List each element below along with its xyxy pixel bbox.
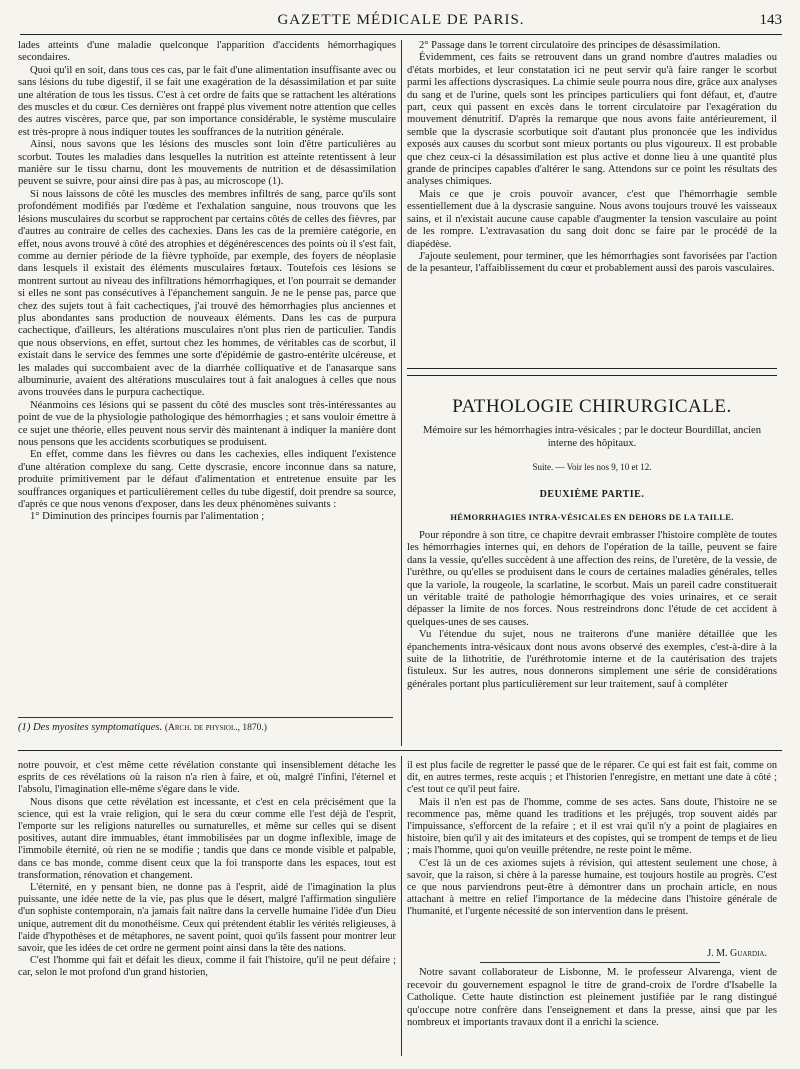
part-heading: DEUXIÈME PARTIE. [539, 489, 645, 500]
paragraph: L'éternité, en y pensant bien, ne donne pas à l'esprit, aidé de l'imagination la plus puissante, une idée nette de la vie, pas plus que le désert, malgré l'affirmation singulière d'un sophiste contemporain, n'a jamais fait naître dans la cervelle humaine l'idée d'un Dieu unique, autrement dit du monothéisme. Ceux qui prétendent établir les vérités religieuses, à l'aide d'hypothèses et de métaphores, ne savent point, quoi qu'ils fassent pour montrer leur savoir, que les idées de cet ordre ne germent point ainsi dans la tête des nations. [18, 882, 396, 955]
section-title: PATHOLOGIE CHIRURGICALE. [452, 396, 732, 417]
footnote-rule [18, 717, 393, 718]
footnote-source: (Arch. de physiol., 1870.) [164, 723, 267, 733]
paragraph: Pour répondre à son titre, ce chapitre devrait embrasser l'histoire complète de toutes les hémorrhagies internes qui, en dehors de l'opération de la taille, peuvent se faire dans la vessie, qu'elles succèdent à une affection des reins, de l'uretère, de la vessie, de l'urèthre, ou qu'elles se produisent dans le cours de certaines maladies générales, telles que la variole, la rougeole, la scarlatine, le scorbut. Mais un pareil cadre constituerait un véritable traité de pathologie hémorrhagique des voies urinaires, et ce serait dépasser la limite de nos forces. Nous restreindrons donc l'étude de cet accident à quelques-unes de ses causes. [407, 530, 777, 628]
signature-rule [480, 962, 720, 963]
news-item [407, 967, 777, 1061]
footnote [18, 722, 396, 733]
paragraph: Vu l'étendue du sujet, nous ne traiterons d'une manière détaillée que les épanchements intra-vésicaux dont nous avons observé des exemples, c'est-à-dire à la suite de la lithotritie, de l'uréthrotomie interne et de la cautérisation des trajets fistuleux. Sur les autres, nous donnerons simplement une série de considérations générales portant plus particulièrement sur leur traitement, sauf à compléter [407, 629, 777, 690]
column-right-bottom [407, 760, 777, 952]
paragraph: Notre savant collaborateur de Lisbonne, M. le professeur Alvarenga, vient de recevoir du gouvernement espagnol le titre de grand-croix de l'ordre d'Isabelle la Catholique. Cette haute distinction est pleinement justifiée par le rang distingué qu'occupe notre confrère dans l'enseignement et dans la presse, ainsi que par les nombreux et importants travaux dont il a enrichi la science. [407, 967, 777, 1029]
paragraph: Quoi qu'il en soit, dans tous ces cas, par le fait d'une alimentation insuffisante avec ou sans lésions du tube digestif, il se fait une exagération de la désassimilation et par suite une altération de tous les tissus. C'est à cet ordre de faits que se rattachent les altérations des muscles et du cœur. Ces dernières ont frappé plus vivement notre attention que celles des autres viscères, parce que, par son importance considérable, le système musculaire est très-propre à nous indiquer toutes les souffrances de la nutrition générale. [18, 64, 396, 138]
paragraph: Si nous laissons de côté les muscles des membres infiltrés de sang, parce qu'ils sont profondément modifiés par l'œdème et l'exhalation sanguine, nous trouvons que les lésions musculaires du scorbut se rapprochent par certains côtés de celles des fièvres, par d'autres au contraire de celles des cachexies. Dans les cas de la première catégorie, en effet, nous avons trouvé à côté des atrophies et dégénérescences des points où il s'est fait, comme au dernier période de la fièvre typhoïde, par exemple, des foyers de néoplasie dans lesquels il existait des éléments musculaires fœtaux. Toutefois ces lésions se montrent surtout au niveau des infiltrations hémorrhagiques, et l'on pourrait se demander si elles ne sont pas consécutives à l'épanchement sanguin. Je ne le pense pas, parce que chez des sujets tout à fait cachectiques, j'ai trouvé des hémorrhagies plus anciennes et plus abondantes sans production de nouveaux éléments. Dans les cas de purpura cachectique, d'ailleurs, les altérations musculaires n'ont plus rien de particulier. Tandis que nous observions, en effet, surtout chez les hommes, de véritables cas de scorbut, il existait dans le service des femmes une sorte d'épidémie de gastro-entérite ulcéreuse, et les malades qui succombaient avec de la diarrhée colliquative et de l'anasarque sans albuminurie, avaient des altérations musculaires tout à fait analogues à celles que nous avons trouvées dans le purpura cachectique. [18, 188, 396, 399]
footnote-text: (1) Des myosites symptomatiques. [18, 722, 163, 733]
article-heading: Mémoire sur les hémorrhagies intra-vésicales ; par le docteur Bourdillat, ancien interne des hôpitaux. [423, 425, 761, 449]
paragraph: C'est là un de ces axiomes sujets à révision, qui attestent seulement une chose, à savoir, que la raison, si chère à la paresse humaine, est toujours hostile au progrès. C'est ce que nous parviendrons peut-être à démontrer dans un prochain article, en nous attachant à mettre en relief l'importance de la médecine dans l'histoire générale de l'humanité, et l'urgente nécessité de son intervention dans le présent. [407, 857, 777, 918]
paragraph: J'ajoute seulement, pour terminer, que les hémorrhagies sont favorisées par l'action de la pesanteur, l'affaiblissement du cœur et probablement aussi des parois vasculaires. [407, 250, 777, 275]
journal-title: GAZETTE MÉDICALE DE PARIS. [277, 12, 525, 28]
section-rule [407, 368, 777, 376]
paragraph: Nous disons que cette révélation est incessante, et c'est en cela précisément que la science, qui est la vraie religion, qui le sera du cœur comme elle l'est déjà de l'esprit, l'emporte sur les religions naturelles ou surnaturelles, et même sur celles qui se disent positives, autant dire immuables, étant immobilisées par un dogme inflexible, image de l'immobile éternité, où rien ne se modifie ; tandis que dans ce monde visible et palpable, dans ce bas monde, comme disent ceux que la foi transporte dans les espaces, tout est transformation, rénovation et changement. [18, 796, 396, 881]
paragraph: C'est l'homme qui fait et défait les dieux, comme il fait l'histoire, qu'il ne peut défaire ; car, selon le mot profond d'un grand historien, [18, 955, 396, 979]
paragraph: Mais il n'en est pas de l'homme, comme de ses actes. Sans doute, l'histoire ne se recommence pas, même quand les traditions et les préjugés, trop souvent aidés par l'impuissance, s'efforcent de la refaire ; et il est vrai qu'il n'y a point de plagiaires en histoire, bien qu'il y ait des imitateurs et des copistes, qui se trompent de temps et de lieu ; mais l'homme, quoi qu'on veuille prétendre, ne reste point le même. [407, 796, 777, 857]
column-right-article [407, 530, 777, 746]
column-left-bottom [18, 760, 396, 1060]
paragraph: 1° Diminution des principes fournis par l'alimentation ; [30, 511, 265, 523]
paragraph: Néanmoins ces lésions qui se passent du côté des muscles sont très-intéressantes au point de vue de la physiologie pathologique des hémorrhagies ; et sans vouloir émettre à ce sujet une théorie, elles peuvent nous servir dès maintenant à indiquer la manière dont nous pensons que les accidents scorbutiques se produisent. [18, 399, 396, 448]
column-divider [401, 40, 402, 746]
subpart-heading: HÉMORRHAGIES INTRA-VÉSICALES EN DEHORS DE LA TAILLE. [450, 512, 734, 522]
page-header [20, 12, 782, 35]
column-right-top [407, 40, 777, 360]
column-left-top [18, 40, 396, 706]
page-rule [18, 750, 782, 751]
paragraph: lades atteints d'une maladie quelconque l'apparition d'accidents hémorrhagiques secondaires. [18, 40, 396, 64]
paragraph: En effet, comme dans les fièvres ou dans les cachexies, elles indiquent l'existence d'une altération complexe du sang. Cette dyscrasie, encore inconnue dans sa nature, produite primitivement par le défaut d'alimentation et entretenue ensuite par les souffrances organiques et particulièrement celles du tube digestif, doit prendre sa source, d'après ce que nous venons d'exposer, dans les deux phénomènes suivants : [18, 449, 396, 511]
continuation-note: Suite. — Voir les nos 9, 10 et 12. [532, 462, 652, 472]
page-number: 143 [759, 12, 782, 28]
author-signature: J. M. Guardia. [707, 948, 767, 959]
column-divider [401, 756, 402, 1056]
paragraph: il est plus facile de regretter le passé que de le réparer. Ce qui est fait est fait, comme on dit, en autres termes, reste acquis ; et l'historien l'enregistre, en mettant une date à côté ; c'est tout ce qu'il peut faire. [407, 760, 777, 796]
paragraph: Ainsi, nous savons que les lésions des muscles sont loin d'être particulières au scorbut. Toutes les maladies dans lesquelles la nutrition est atteinte retentissent à leur manière sur le tissu charnu, dont les mouvements de nutrition et de désassimilation peuvent se suivre, pour ainsi dire pas à pas, au microscope (1). [18, 139, 396, 188]
paragraph: Évidemment, ces faits se retrouvent dans un grand nombre d'autres maladies ou d'états morbides, et leur constatation ici ne peut servir qu'à faire ranger le scorbut parmi les affections dyscrasiques. La chimie seule pourra nous dire, grâce aux analyses du sang et de l'urine, quels sont les principes particuliers qui font défaut, et, d'autre part, ceux qui passent en excès dans le torrent circulatoire par l'exagération du mouvement dénutritif. D'après la remarque que nous avons faite antérieurement, il semble que la dyscrasie scorbutique soit d'autant plus prononcée que les individus exposés aux causes du scorbut sont mieux portants ou plus vigoureux. Il est probable que chez ceux-ci la désassimilation est plus active et donne lieu à une quantité plus grande de principes capables d'altérer le sang. Attendons sur ce point les résultats des analyses chimiques. [407, 52, 777, 188]
paragraph: notre pouvoir, et c'est même cette révélation constante qui insensiblement détache les esprits de ces révélations où la raison n'a rien à faire, et où, malgré l'infini, l'éternel et l'absolu, l'imagination elle-même s'égare dans le vide. [18, 760, 396, 796]
paragraph: Mais ce que je crois pouvoir avancer, c'est que l'hémorrhagie semble essentiellement due à la dyscrasie sanguine. Nous avons toujours trouvé les vaisseaux sains, et il n'existait aucune cause capable d'augmenter la tension vasculaire au point de les rompre. L'extravasation du sang doit donc se faire par le procédé de la diapédèse. [407, 188, 777, 250]
paragraph: 2° Passage dans le torrent circulatoire des principes de désassimilation. [419, 40, 721, 51]
